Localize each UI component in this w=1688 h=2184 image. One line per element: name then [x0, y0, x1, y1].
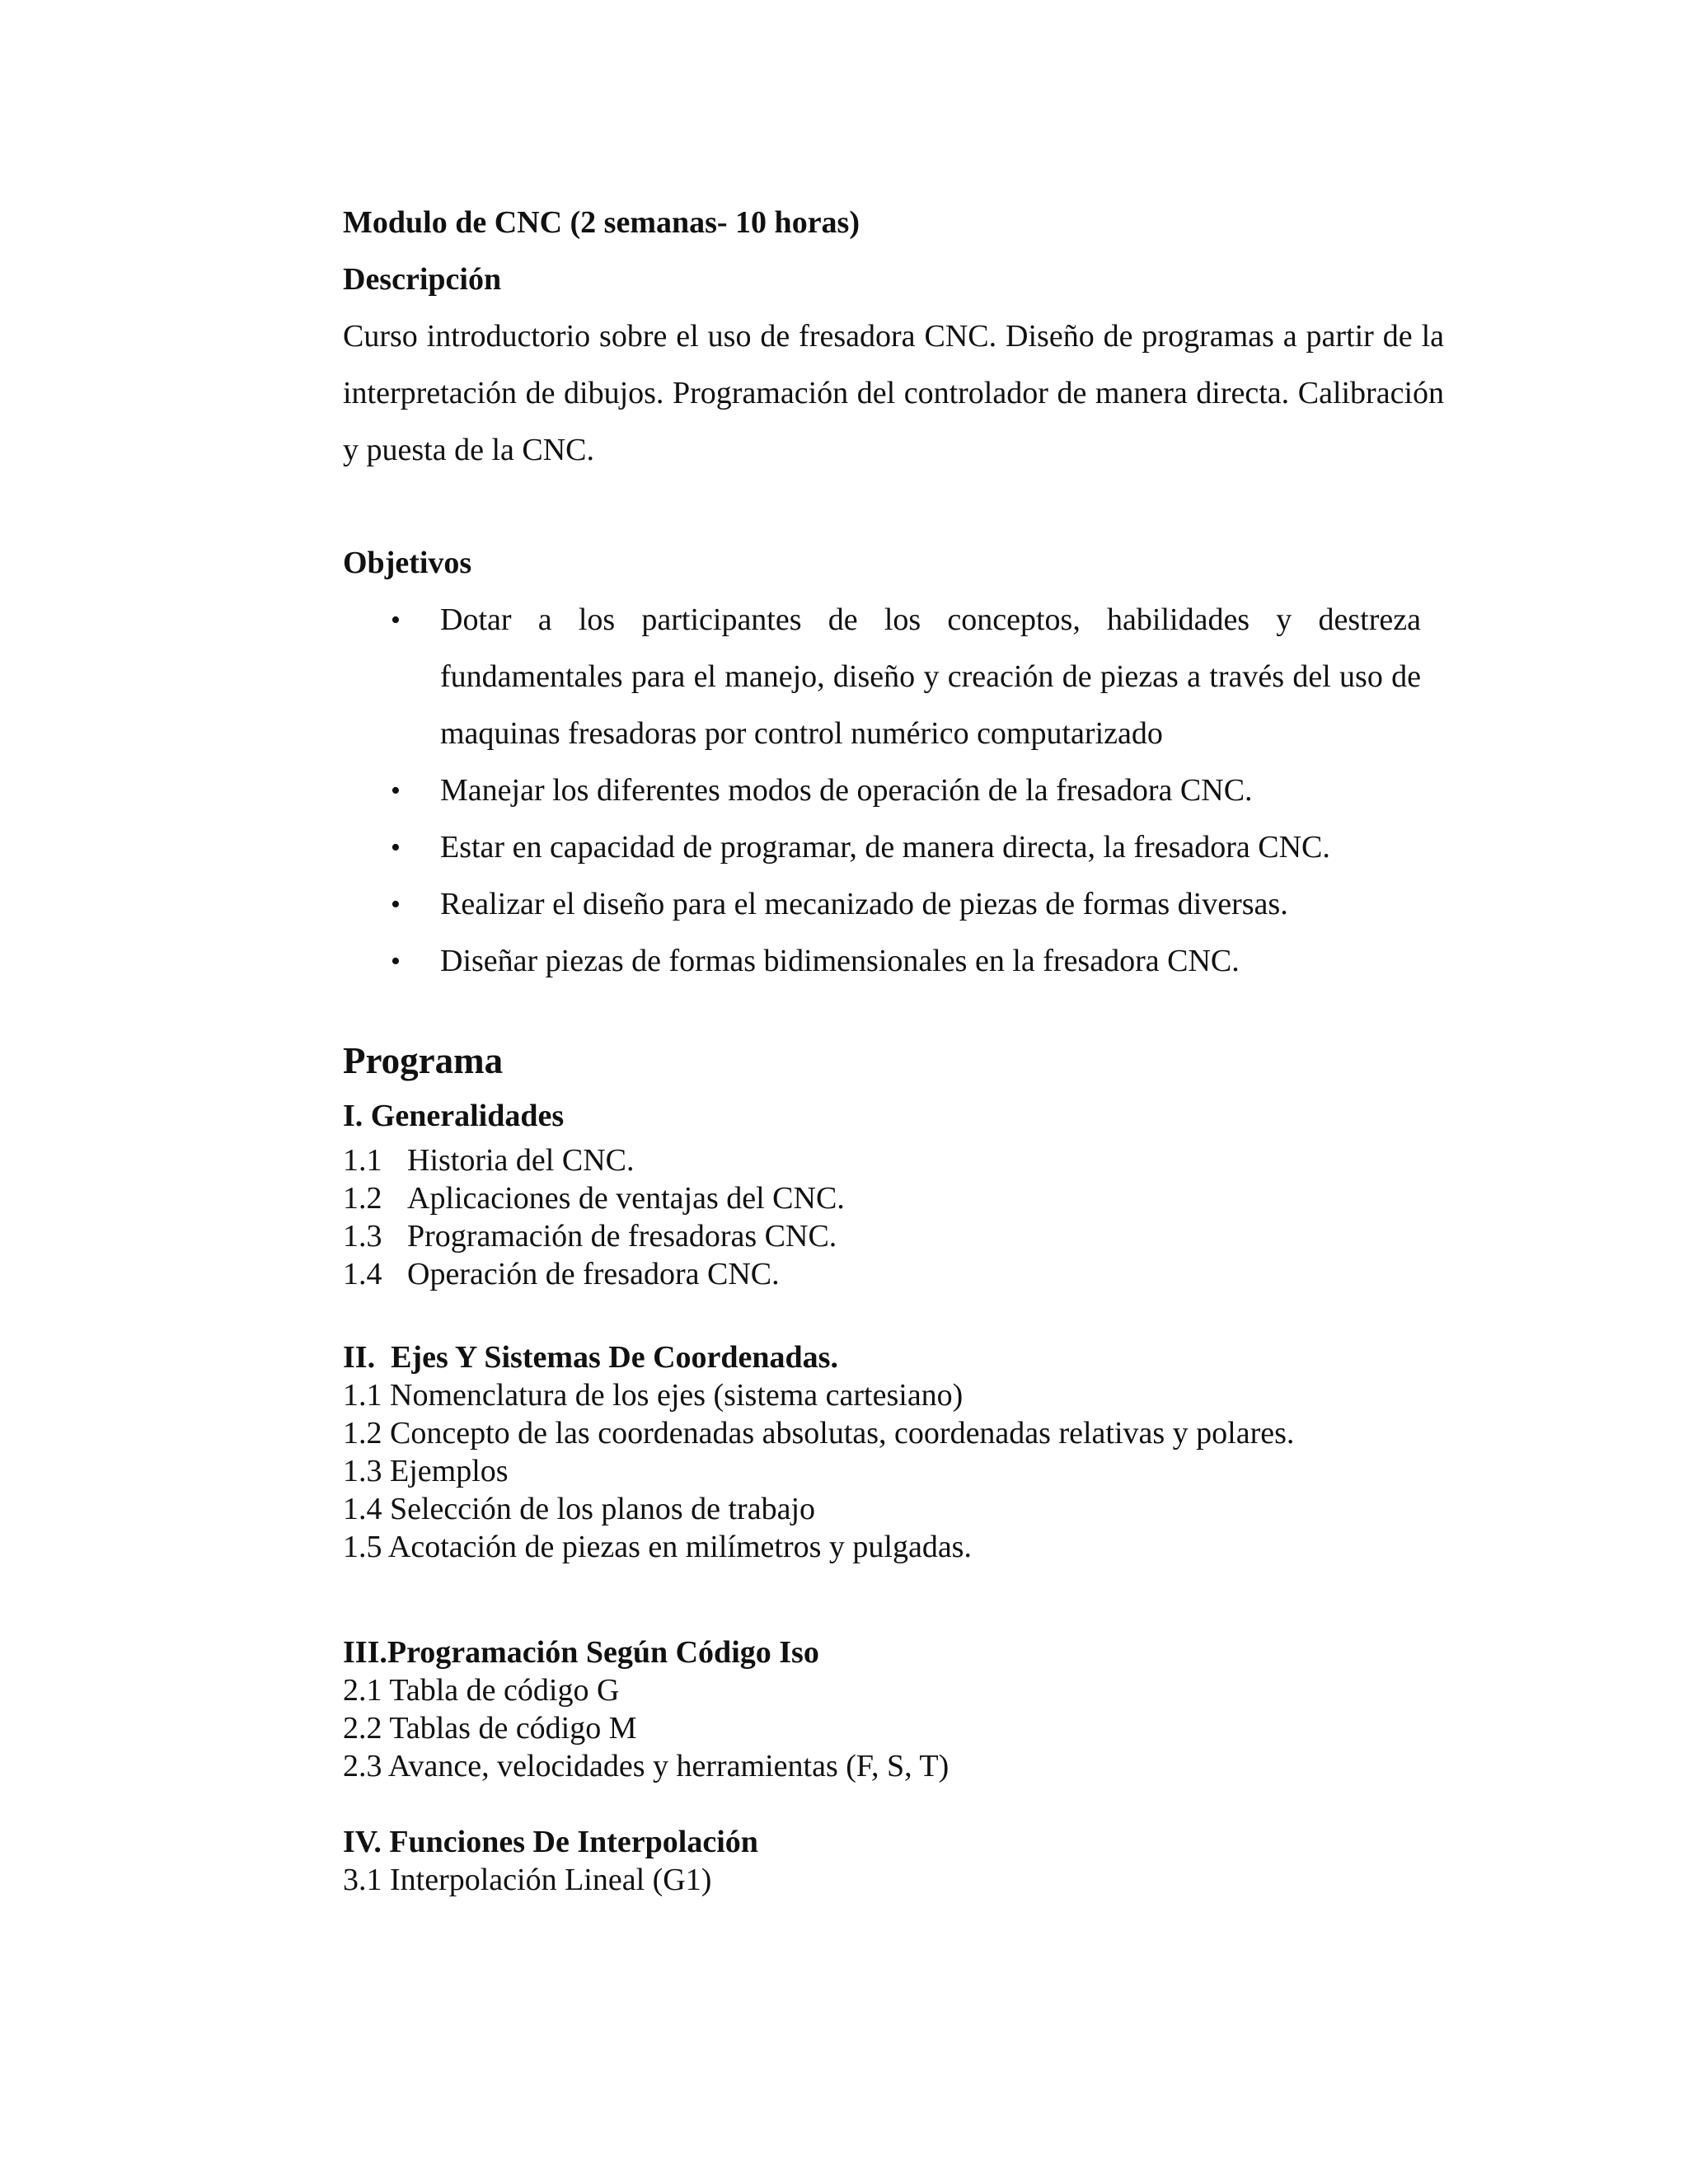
section-1-title: I. Generalidades	[343, 1099, 565, 1133]
objective-text: Dotar a los participantes de los conceptos, habilidades y destreza fundamentales para el manejo, diseño y creación de piezas a través del uso de maquinas fresadoras por control numérico computarizado	[440, 602, 1421, 751]
list-item: 1.5 Acotación de piezas en milímetros y pulgadas.	[343, 1530, 972, 1564]
section-4-title: IV. Funciones De Interpolación	[343, 1825, 758, 1859]
list-item: 1.2 Concepto de las coordenadas absolutas, coordenadas relativas y polares.	[343, 1416, 1295, 1451]
objectives-list	[343, 592, 1447, 990]
section-1-list	[343, 1141, 1447, 1293]
list-item: 2.3 Avance, velocidades y herramientas (F, S, T)	[343, 1749, 950, 1783]
objectives-heading: Objetivos	[343, 546, 472, 580]
program-heading: Programa	[343, 1040, 504, 1081]
bullet-icon: •	[391, 605, 401, 635]
item-number: 1.2	[343, 1181, 382, 1216]
list-item	[343, 1141, 1447, 1179]
objective-text: Manejar los diferentes modos de operación de la fresadora CNC.	[440, 773, 1253, 808]
item-number: 1.4	[343, 1257, 382, 1291]
bullet-icon: •	[391, 832, 401, 863]
objective-text: Diseñar piezas de formas bidimensionales en la fresadora CNC.	[440, 944, 1240, 978]
objective-item	[343, 592, 1421, 762]
list-item: 1.1 Nomenclatura de los ejes (sistema cartesiano)	[343, 1378, 964, 1413]
section-4-list	[343, 1861, 1447, 1899]
objective-item	[343, 762, 1421, 819]
document-content	[343, 194, 1447, 1899]
section-2-list	[343, 1376, 1447, 1566]
item-text: Historia del CNC.	[407, 1143, 635, 1178]
objective-text: Realizar el diseño para el mecanizado de piezas de formas diversas.	[440, 887, 1288, 921]
bullet-icon: •	[391, 946, 401, 977]
item-text: Operación de fresadora CNC.	[407, 1257, 780, 1291]
item-text: Aplicaciones de ventajas del CNC.	[407, 1181, 845, 1216]
section-2-title: II. Ejes Y Sistemas De Coordenadas.	[343, 1340, 838, 1375]
list-item	[343, 1217, 1447, 1255]
section-3-title	[343, 1633, 1447, 1671]
objective-text: Estar en capacidad de programar, de manera directa, la fresadora CNC.	[440, 830, 1330, 865]
list-item: 2.2 Tablas de código M	[343, 1711, 637, 1746]
description-text: Curso introductorio sobre el uso de fresadora CNC. Diseño de programas a partir de la interpretación de dibujos. Programación del controlador de manera directa. Calibración y puesta de la CNC.	[343, 319, 1444, 467]
section-3-list	[343, 1671, 1447, 1785]
list-item: 1.4 Selección de los planos de trabajo	[343, 1492, 816, 1526]
objective-item	[343, 876, 1421, 933]
section-3-title-text: Programación Según Código Iso	[387, 1635, 819, 1670]
objective-item	[343, 933, 1421, 990]
bullet-icon: •	[391, 776, 401, 806]
module-title: Modulo de CNC (2 semanas- 10 horas)	[343, 205, 860, 240]
list-item: 1.3 Ejemplos	[343, 1454, 509, 1488]
list-item	[343, 1179, 1447, 1217]
spacer	[343, 479, 1447, 535]
list-item	[343, 1255, 1447, 1293]
list-item: 3.1 Interpolación Lineal (G1)	[343, 1863, 712, 1897]
item-number: 1.1	[343, 1143, 382, 1178]
list-item: 2.1 Tabla de código G	[343, 1673, 620, 1708]
section-3-roman: III.	[343, 1635, 387, 1670]
item-text: Programación de fresadoras CNC.	[407, 1219, 837, 1254]
description-heading: Descripción	[343, 262, 502, 297]
bullet-icon: •	[391, 889, 401, 920]
item-number: 1.3	[343, 1219, 382, 1254]
objective-item	[343, 819, 1421, 876]
